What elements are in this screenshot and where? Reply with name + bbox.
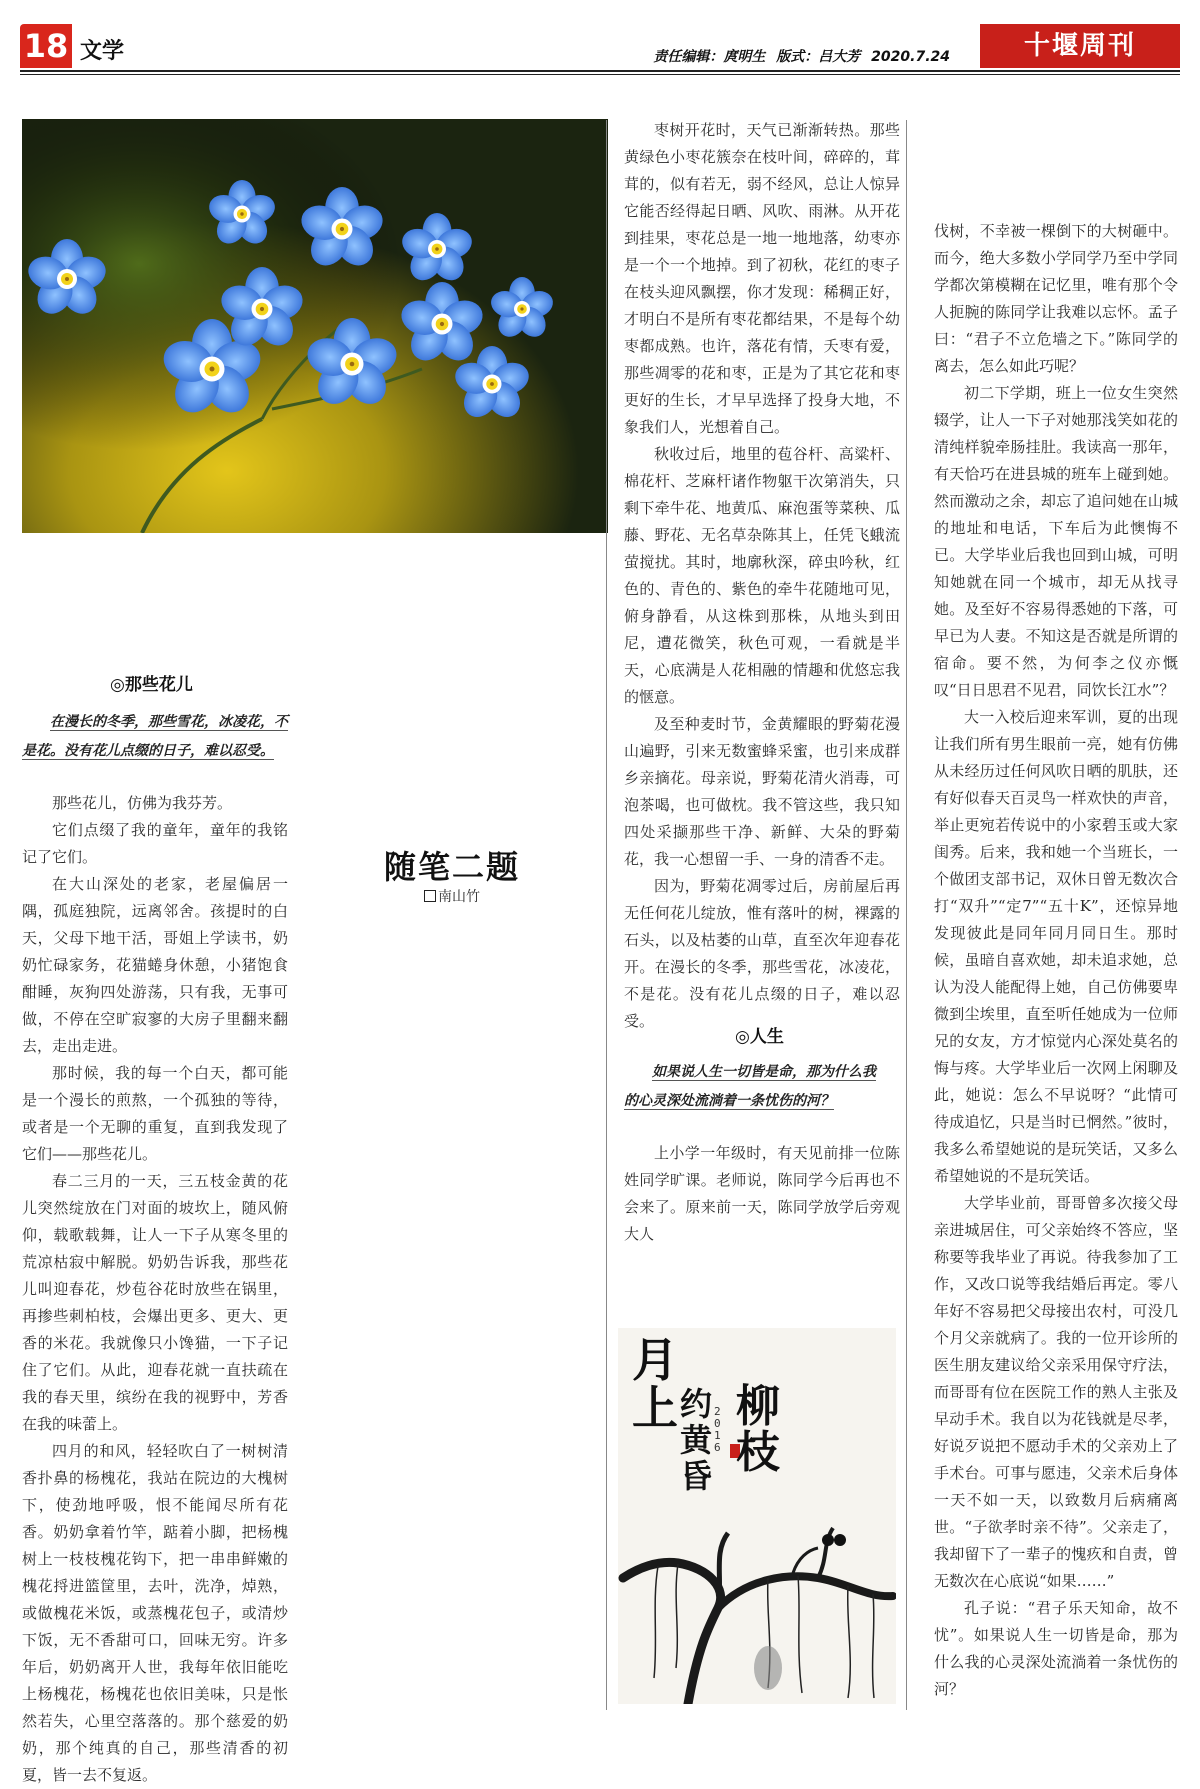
forget-me-not-photo bbox=[22, 119, 608, 533]
part1-lead bbox=[22, 708, 288, 766]
section-name: 文学 bbox=[80, 39, 125, 64]
calligraphy-line: 柳枝 bbox=[736, 1381, 780, 1478]
author-name: 南山竹 bbox=[438, 889, 480, 905]
header-rule-thin bbox=[20, 74, 1180, 75]
part2-lead-line: 的心灵深处流淌着一条忧伤的河？ bbox=[624, 1093, 834, 1109]
column-1 bbox=[22, 790, 288, 1789]
paragraph: 那时候，我的每一个白天，都可能是一个漫长的煎熬，一个孤独的等待，或者是一个无聊的重复，直到我发现了它们——那些花儿。 bbox=[22, 1064, 288, 1163]
newspaper-logo bbox=[980, 24, 1180, 68]
logo-text: 十堰周刊 bbox=[1023, 31, 1136, 61]
flower-illustration bbox=[22, 119, 608, 533]
calligraphy-line: 月上 bbox=[632, 1333, 678, 1435]
editor-credits bbox=[647, 46, 950, 66]
paragraph: 因为，野菊花凋零过后，房前屋后再无任何花儿绽放，惟有落叶的树，裸露的石头，以及枯萎的山草，直至次年迎春花开。在漫长的冬季，那些雪花，冰凌花，不是花。没有花儿点缀的日子，难以忍受。 bbox=[624, 877, 900, 1030]
column-divider bbox=[606, 120, 607, 1710]
column-3 bbox=[624, 117, 900, 1035]
part2-lead-line: 如果说人生一切皆是命，那为什么我 bbox=[652, 1064, 876, 1080]
layout-name: 版式：吕大芳 bbox=[776, 49, 861, 65]
part2-lead bbox=[624, 1058, 900, 1116]
painting-date: 2016 bbox=[714, 1405, 721, 1454]
issue-date: 2020.7.24 bbox=[871, 49, 950, 65]
part2-subtitle: ◎人生 bbox=[735, 1027, 784, 1047]
editor-name: 责任编辑：庹明生 bbox=[653, 49, 766, 65]
paragraph: 秋收过后，地里的苞谷杆、高粱杆、棉花杆、芝麻杆诸作物躯干次第消失，只剩下牵牛花、地黄瓜、麻泡蛋等菜秧、瓜藤、野花、无名草杂陈其上，任凭飞蛾流萤搅扰。其时，地廓秋深，碎虫吟秋，红色的、青色的、紫色的牵牛花随地可见，俯身静看，从这株到那株，从地头到田尼，遭花微笑，秋色可观，一看就是半天，心底满是人花相融的情趣和优悠忘我的惬意。 bbox=[624, 445, 900, 706]
part1-subtitle: ◎那些花儿 bbox=[110, 675, 193, 695]
column-4 bbox=[934, 218, 1178, 1703]
byline-box-icon bbox=[424, 890, 436, 902]
paragraph: 大学毕业前，哥哥曾多次接父母亲进城居住，可父亲始终不答应，坚称要等我毕业了再说。待我参加了工作，又改口说等我结婚后再定。零八年好不容易把父母接出农村，可没几个月父亲就病了。我的一位开诊所的医生朋友建议给父亲采用保守疗法，而哥哥有位在医院工作的熟人主张及早动手术。我自以为花钱就是尽孝，好说歹说把不愿动手术的父亲劝上了手术台。可事与愿违，父亲术后身体一天不如一天，以致数月后病痛离世。“子欲孝时亲不待”。父亲走了，我却留下了一辈子的愧疚和自责，曾无数次在心底说“如果……” bbox=[934, 1194, 1178, 1590]
paragraph: 枣树开花时，天气已渐渐转热。那些黄绿色小枣花簇奈在枝叶间，碎碎的，茸茸的，似有若无，弱不经风，总让人惊异它能否经得起日晒、风吹、雨淋。从开花到挂果，枣花总是一地一地地落，幼枣亦是一个一个地掉。到了初秋，花红的枣子在枝头迎风飘摆，你才发现：稀稠正好，才明白不是所有枣花都结果，不是每个幼枣都成熟。也许，落花有情，夭枣有爱，那些凋零的花和枣，正是为了其它花和枣更好的生长，才早早选择了投身大地，不象我们人，光想着自己。 bbox=[624, 121, 900, 436]
paragraph: 大一入校后迎来军训，夏的出现让我们所有男生眼前一亮，她有仿佛从未经历过任何风吹日晒的肌肤，还有好似春天百灵鸟一样欢快的声音，举止更宛若传说中的小家碧玉或大家闺秀。后来，我和她一个当班长，一个做团支部书记，双休日曾无数次合打“双升”“定7”“五十K”，还惊异地发现彼此是同年同月同日生。那时候，虽暗自喜欢她，却未追求她，总认为没人能配得上她，自己仿佛要卑微到尘埃里，直至听任她成为一位师兄的女友，方才惊觉内心深处莫名的悔与疼。大学毕业后一次网上闲聊及此，她说：怎么不早说呀？“此情可待成追忆，只是当时已惘然。”彼时，我多么希望她说的是玩笑话，又多么希望她说的不是玩笑话。 bbox=[934, 708, 1178, 1185]
paragraph: 那些花儿，仿佛为我芬芳。 bbox=[52, 794, 233, 812]
ink-painting bbox=[618, 1328, 896, 1704]
header-rule bbox=[20, 70, 1180, 72]
paragraph: 春二三月的一天，三五枝金黄的花儿突然绽放在门对面的坡坎上，随风俯仰，载歌载舞，让人一下子从寒冬里的荒凉枯寂中解脱。奶奶告诉我，那些花儿叫迎春花，炒苞谷花时放些在锅里，再掺些刺柏枝，会爆出更多、更大、更香的米花。我就像只小馋猫，一下子记住了它们。从此，迎春花就一直扶疏在我的春天里，缤纷在我的视野中，芳香在我的味蕾上。 bbox=[22, 1172, 288, 1433]
page-header bbox=[20, 24, 1180, 76]
page-number: 18 bbox=[20, 24, 72, 68]
part1-lead-line: 在漫长的冬季，那些雪花，冰凌花，不 bbox=[50, 714, 288, 730]
calligraphy-line: 约黄昏 bbox=[680, 1385, 713, 1495]
column-3-part2 bbox=[624, 1140, 900, 1248]
paragraph: 及至种麦时节，金黄耀眼的野菊花漫山遍野，引来无数蜜蜂采蜜，也引来成群乡亲摘花。母亲说，野菊花清火消毒，可泡茶喝，也可做枕。我不管这些，我只知四处采撷那些干净、新鲜、大朵的野菊花，我一心想留一手、一身的清香不走。 bbox=[624, 715, 900, 868]
paragraph: 在大山深处的老家，老屋偏居一隅，孤庭独院，远离邻舍。孩提时的白天，父母下地干活，哥姐上学读书，奶奶忙碌家务，花猫蜷身休憩，小猪饱食酣睡，灰狗四处游荡，只有我，无事可做，不停在空旷寂寥的大房子里翻来翻去，走出走进。 bbox=[22, 875, 288, 1055]
paragraph: 四月的和风，轻轻吹白了一树树清香扑鼻的杨槐花，我站在院边的大槐树下，使劲地呼吸，恨不能闻尽所有花香。奶奶拿着竹竿，踮着小脚，把杨槐树上一枝枝槐花钩下，把一串串鲜嫩的槐花捋进篮筐里，去叶，洗净，焯熟，或做槐花米饭，或蒸槐花包子，或清炒下饭，无不香甜可口，回味无穷。许多年后，奶奶离开人世，我每年依旧能吃上杨槐花，杨槐花也依旧美味，只是怅然若失，心里空落落的。那个慈爱的奶奶，那个纯真的自己，那些清香的初夏，皆一去不复返。 bbox=[22, 1442, 288, 1784]
paragraph: 伐树，不幸被一棵倒下的大树砸中。而今，绝大多数小学同学乃至中学同学都次第模糊在记忆里，唯有那个令人扼腕的陈同学让我难以忘怀。孟子曰：“君子不立危墙之下。”陈同学的离去，怎么如此巧呢？ bbox=[934, 222, 1178, 375]
paragraph: 初二下学期，班上一位女生突然辍学，让人一下子对她那浅笑如花的清纯样貌牵肠挂肚。我读高一那年，有天恰巧在进县城的班车上碰到她。然而激动之余，却忘了追问她在山城的地址和电话，下车后为此懊悔不已。大学毕业后我也回到山城，可明知她就在同一个城市，却无从找寻她。及至好不容易得悉她的下落，可早已为人妻。不知这是否就是所谓的宿命。要不然，为何李之仪亦慨叹“日日思君不见君，同饮长江水”？ bbox=[934, 384, 1178, 699]
paragraph: 它们点缀了我的童年，童年的我铭记了它们。 bbox=[22, 821, 288, 866]
paragraph: 上小学一年级时，有天见前排一位陈姓同学旷课。老师说，陈同学今后再也不会来了。原来前一天，陈同学放学后旁观大人 bbox=[624, 1144, 900, 1243]
article-title: 随笔二题 bbox=[383, 848, 520, 886]
paragraph: 孔子说：“君子乐天知命，故不忧”。如果说人生一切皆是命，那为什么我的心灵深处流淌着一条忧伤的河？ bbox=[934, 1599, 1178, 1698]
article-byline bbox=[372, 886, 532, 906]
part1-lead-line: 是花。没有花儿点缀的日子，难以忍受。 bbox=[22, 743, 274, 759]
column-divider bbox=[906, 120, 907, 1710]
